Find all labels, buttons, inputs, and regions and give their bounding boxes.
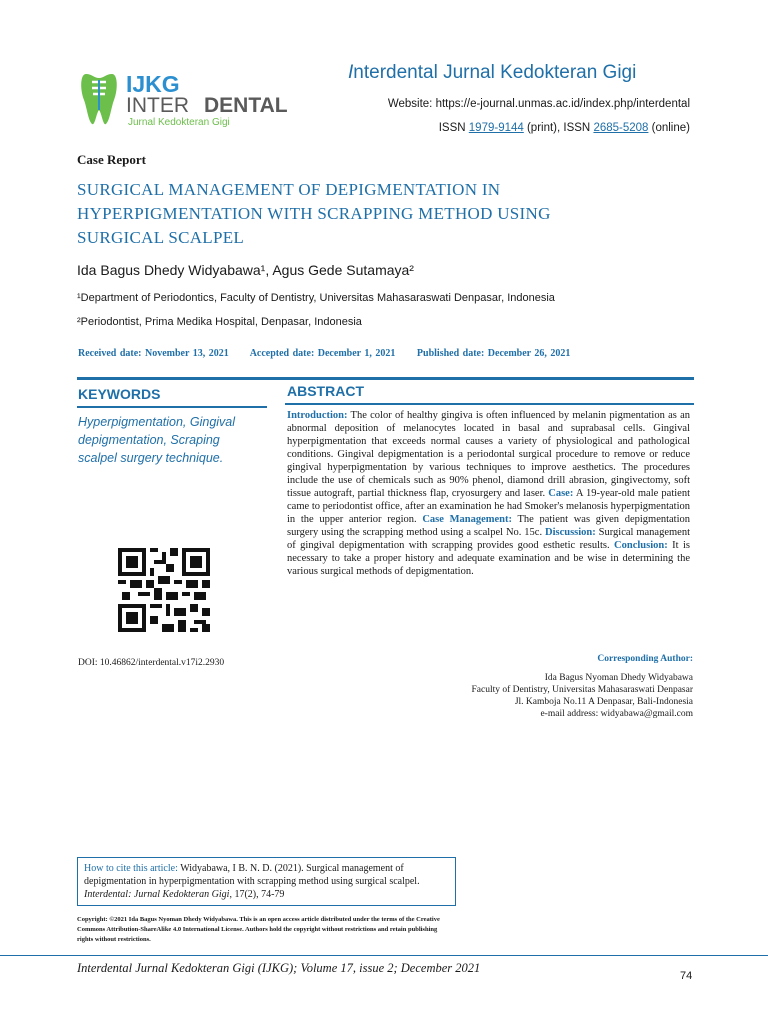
journal-logo [80, 70, 310, 130]
paper-title: SURGICAL MANAGEMENT OF DEPIGMENTATION IN HYPERPIGMENTATION WITH SCRAPPING METHOD USING SURGICAL SCALPEL [77, 180, 551, 247]
citation-box: How to cite this article: Widyabawa, I B. N. D. (2021). Surgical management of depigmentation in hyperpigmentation with scrapping method using surgical scalpel. Interdental: Jurnal Kedokteran Gigi, 17(2), 74-79 [77, 857, 456, 906]
copyright-notice: Copyright: ©2021 Ida Bagus Nyoman Dhedy Widyabawa. This is an open access article distributed under the terms of the Creative Commons Attribution-ShareAlike 4.0 International License. Authors hold the copyright without restrictions and retain publishing rights without restrictions. [77, 916, 440, 943]
issn-print-link[interactable]: 1979-9144 [468, 122, 524, 134]
dates-line [78, 348, 588, 359]
logo-inter: INTER [126, 94, 189, 117]
footer-divider [0, 955, 768, 956]
corresponding-heading: Corresponding Author: [597, 654, 693, 664]
journal-title: Interdental Jurnal Kedokteran Gigi [348, 62, 637, 83]
logo-tagline: Jurnal Kedokteran Gigi [128, 117, 230, 128]
abstract-heading: ABSTRACT [287, 383, 364, 399]
doi[interactable]: DOI: 10.46862/interdental.v17i2.2930 [78, 658, 225, 668]
divider [285, 403, 694, 405]
abstract-body: Introduction: The color of healthy gingiva is often influenced by melanin pigmentation as an abnormal deposition of melanocytes located in basal and suprabasal cells. Gingival hyperpigmentation that exceeds normal causes a variety of physiological and pathological conditions. Gingival depigmentation is a periodontal surgical procedure to remove or reduce gingival hyperpigmentation by various techniques to improve aesthetics. The procedures include the use of chemicals such as 90% phenol, diamond drill abrasion, gingivectomy, soft tissue autograft, partial thickness flap, cryosurgery and laser. Case: A 19-year-old male patient came to periodontist office, after an examination he had Smoker's melanosis hyperpigmentation in the upper anterior region. Case Management: The patient was given depigmentation surgery using the scrapping method using a scalpel No. 15c. Discussion: Surgical management of gingival depigmentation with scrapping provides good esthetic results. Conclusion: It is necessary to take a proper history and adequate examination and be wise in determining the various surgical methods of depigmentation. [287, 410, 691, 577]
website-link[interactable]: https://e-journal.unmas.ac.id/index.php/interdental [435, 98, 690, 110]
logo-ijkg: IJKG [126, 71, 180, 97]
divider [77, 406, 267, 408]
authors: Ida Bagus Dhedy Widyabawa¹, Agus Gede Sutamaya² [77, 262, 414, 278]
logo-dental: DENTAL [204, 94, 288, 117]
qr-code-icon [118, 547, 210, 633]
accepted-date: Accepted date: December 1, 2021 [249, 348, 396, 359]
divider [77, 377, 694, 380]
footer-journal: Interdental Jurnal Kedokteran Gigi (IJKG); Volume 17, issue 2; December 2021 [77, 961, 481, 975]
affiliation-2: ²Periodontist, Prima Medika Hospital, Denpasar, Indonesia [77, 316, 362, 328]
page-number: 74 [680, 970, 693, 982]
affiliation-1: ¹Department of Periodontics, Faculty of Dentistry, Universitas Mahasaraswati Denpasar, Indonesia [77, 292, 555, 304]
keywords-heading: KEYWORDS [78, 386, 161, 402]
issn-online-link[interactable]: 2685-5208 [593, 122, 649, 134]
author-email[interactable]: e-mail address: widyabawa@gmail.com [540, 709, 693, 719]
article-type: Case Report [77, 152, 146, 167]
issn-line: ISSN 1979-9144 (print), ISSN 2685-5208 (online) [438, 122, 690, 134]
corresponding-author: Ida Bagus Nyoman Dhedy Widyabawa Faculty of Dentistry, Universitas Mahasaraswati Denpasar Jl. Kamboja No.11 A Denpasar, Bali-Indonesia e-mail address: widyabawa@gmail.com [471, 673, 693, 719]
journal-website: Website: https://e-journal.unmas.ac.id/index.php/interdental [387, 98, 690, 110]
received-date: Received date: November 13, 2021 [78, 348, 229, 359]
published-date: Published date: December 26, 2021 [416, 348, 571, 359]
keywords-list: Hyperpigmentation, Gingival depigmentation, Scraping scalpel surgery technique. [78, 415, 236, 465]
tooth-logo-icon [80, 70, 310, 130]
